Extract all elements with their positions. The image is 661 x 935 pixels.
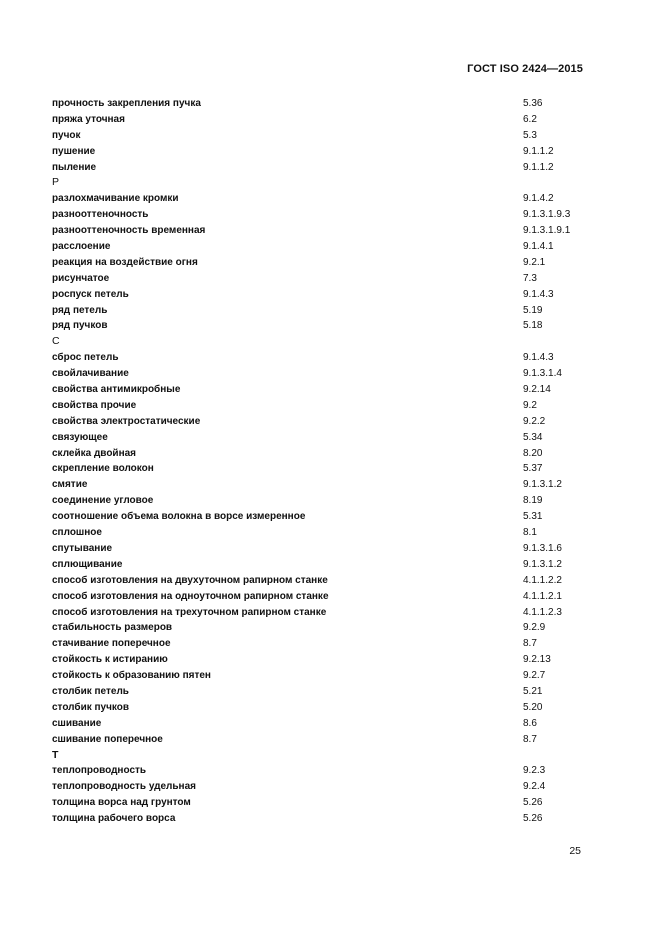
index-entry <box>52 636 582 652</box>
index-reference: 5.18 <box>523 320 543 332</box>
index-reference: 5.26 <box>523 813 543 825</box>
index-reference: 9.1.1.2 <box>523 145 554 157</box>
index-reference: 5.3 <box>523 129 537 141</box>
index-reference: 9.1.4.1 <box>523 241 554 253</box>
index-reference: 9.2.2 <box>523 415 546 427</box>
index-reference: 9.1.3.1.2 <box>523 479 562 491</box>
index-term: связующее <box>52 431 108 443</box>
index-entry <box>52 271 582 287</box>
index-reference: 6.2 <box>523 113 537 125</box>
index-term: сшивание <box>52 717 102 729</box>
index-entry <box>52 191 582 207</box>
index-reference: 9.1.3.1.6 <box>523 542 562 554</box>
index-entry <box>52 287 582 303</box>
index-term: толщина ворса над грунтом <box>52 797 191 809</box>
index-term: пушение <box>52 145 96 157</box>
index-entry <box>52 716 582 732</box>
index-entry <box>52 763 582 779</box>
index-reference: 9.2.1 <box>523 256 546 268</box>
index-reference: 9.2.13 <box>523 654 551 666</box>
index-entry <box>52 398 582 414</box>
section-letter-row <box>52 334 582 350</box>
index-entry <box>52 303 582 319</box>
index-term: ряд петель <box>52 304 108 316</box>
index-term: пряжа уточная <box>52 113 125 125</box>
index-term: расслоение <box>52 241 111 253</box>
index-term: столбик петель <box>52 685 129 697</box>
index-reference: 4.1.1.2.2 <box>523 574 562 586</box>
index-entry <box>52 96 582 112</box>
index-reference: 4.1.1.2.1 <box>523 590 562 602</box>
index-reference: 5.37 <box>523 463 543 475</box>
index-entry <box>52 207 582 223</box>
section-letter: Р <box>52 176 60 189</box>
index-term: сшивание поперечное <box>52 733 163 745</box>
index-entry <box>52 255 582 271</box>
index-term: пучок <box>52 129 81 141</box>
index-entry <box>52 605 582 621</box>
index-entry <box>52 477 582 493</box>
index-term: свойства антимикробные <box>52 384 181 396</box>
index-term: разнооттеночность временная <box>52 225 206 237</box>
index-term: столбик пучков <box>52 701 130 713</box>
index-entry <box>52 620 582 636</box>
index-entry <box>52 128 582 144</box>
index-term: способ изготовления на двухуточном рапирном станке <box>52 574 328 586</box>
section-letter: Т <box>52 748 59 761</box>
index-term: склейка двойная <box>52 447 137 459</box>
index-term: свойлачивание <box>52 368 129 380</box>
index-term: стойкость к образованию пятен <box>52 670 211 682</box>
index-term: ряд пучков <box>52 320 108 332</box>
index-entry <box>52 350 582 366</box>
index-entry <box>52 541 582 557</box>
index-reference: 9.1.3.1.9.1 <box>523 225 571 237</box>
index-reference: 5.26 <box>523 797 543 809</box>
index-entry <box>52 112 582 128</box>
index-entry <box>52 461 582 477</box>
index-term: свойства прочие <box>52 399 137 411</box>
section-letter: С <box>52 335 60 348</box>
index-entry <box>52 414 582 430</box>
index-entry <box>52 509 582 525</box>
index-reference: 9.2.9 <box>523 622 546 634</box>
index-reference: 5.31 <box>523 511 543 523</box>
index-entry <box>52 160 582 176</box>
index-reference: 9.1.1.2 <box>523 161 554 173</box>
index-reference: 9.2.7 <box>523 670 546 682</box>
index-term: реакция на воздействие огня <box>52 256 198 268</box>
index-reference: 8.7 <box>523 733 537 745</box>
index-entry <box>52 382 582 398</box>
index-term: спутывание <box>52 542 113 554</box>
page-number: 25 <box>569 845 581 857</box>
index-term: разлохмачивание кромки <box>52 193 179 205</box>
index-entry <box>52 795 582 811</box>
index-term: сплющивание <box>52 558 123 570</box>
index-term: стабильность размеров <box>52 622 173 634</box>
index-reference: 9.1.3.1.9.3 <box>523 209 571 221</box>
index-term: способ изготовления на трехуточном рапирном станке <box>52 606 327 618</box>
index-reference: 9.2 <box>523 399 537 411</box>
index-reference: 9.1.3.1.4 <box>523 368 562 380</box>
index-reference: 8.1 <box>523 527 537 539</box>
index-reference: 7.3 <box>523 272 537 284</box>
document-header: ГОСТ ISO 2424—2015 <box>467 63 583 75</box>
index-term: смятие <box>52 479 88 491</box>
index-reference: 8.19 <box>523 495 543 507</box>
index-term: рисунчатое <box>52 272 110 284</box>
index-entry <box>52 525 582 541</box>
index-term: свойства электростатические <box>52 415 201 427</box>
index-term: стачивание поперечное <box>52 638 171 650</box>
index-entry <box>52 446 582 462</box>
index-entry <box>52 589 582 605</box>
index-reference: 8.7 <box>523 638 537 650</box>
index-entry <box>52 144 582 160</box>
index-entry <box>52 732 582 748</box>
index-term: теплопроводность удельная <box>52 781 196 793</box>
index-term: сплошное <box>52 527 102 539</box>
index-entry <box>52 779 582 795</box>
index-entry <box>52 668 582 684</box>
index-reference: 5.20 <box>523 701 543 713</box>
index-entry <box>52 700 582 716</box>
index-entry <box>52 318 582 334</box>
index-reference: 9.2.4 <box>523 781 546 793</box>
index-term: теплопроводность <box>52 765 147 777</box>
index-reference: 9.1.4.2 <box>523 193 554 205</box>
index-entry <box>52 811 582 827</box>
index-reference: 4.1.1.2.3 <box>523 606 562 618</box>
index-entry <box>52 223 582 239</box>
index-term: разнооттеночность <box>52 209 149 221</box>
index-reference: 5.19 <box>523 304 543 316</box>
index-entry <box>52 557 582 573</box>
index-reference: 9.1.4.3 <box>523 352 554 364</box>
index-entry <box>52 573 582 589</box>
index-reference: 9.2.3 <box>523 765 546 777</box>
index-term: скрепление волокон <box>52 463 154 475</box>
index-term: толщина рабочего ворса <box>52 813 176 825</box>
index-term: пыление <box>52 161 97 173</box>
index-term: стойкость к истиранию <box>52 654 168 666</box>
section-letter-row <box>52 175 582 191</box>
index-term: способ изготовления на одноуточном рапирном станке <box>52 590 329 602</box>
index-term: соединение угловое <box>52 495 154 507</box>
index-entry <box>52 366 582 382</box>
section-letter-row <box>52 748 582 764</box>
index-entry <box>52 430 582 446</box>
term-index-list <box>52 96 582 827</box>
index-reference: 9.1.4.3 <box>523 288 554 300</box>
index-term: роспуск петель <box>52 288 129 300</box>
index-reference: 9.1.3.1.2 <box>523 558 562 570</box>
index-entry <box>52 493 582 509</box>
index-reference: 5.36 <box>523 98 543 109</box>
index-term: сброс петель <box>52 352 119 364</box>
index-reference: 5.34 <box>523 431 543 443</box>
index-entry <box>52 684 582 700</box>
index-reference: 5.21 <box>523 685 543 697</box>
index-reference: 9.2.14 <box>523 384 551 396</box>
index-entry <box>52 652 582 668</box>
index-term: прочность закрепления пучка <box>52 98 201 109</box>
index-entry <box>52 239 582 255</box>
index-term: соотношение объема волокна в ворсе измеренное <box>52 511 306 523</box>
index-reference: 8.6 <box>523 717 537 729</box>
index-reference: 8.20 <box>523 447 543 459</box>
